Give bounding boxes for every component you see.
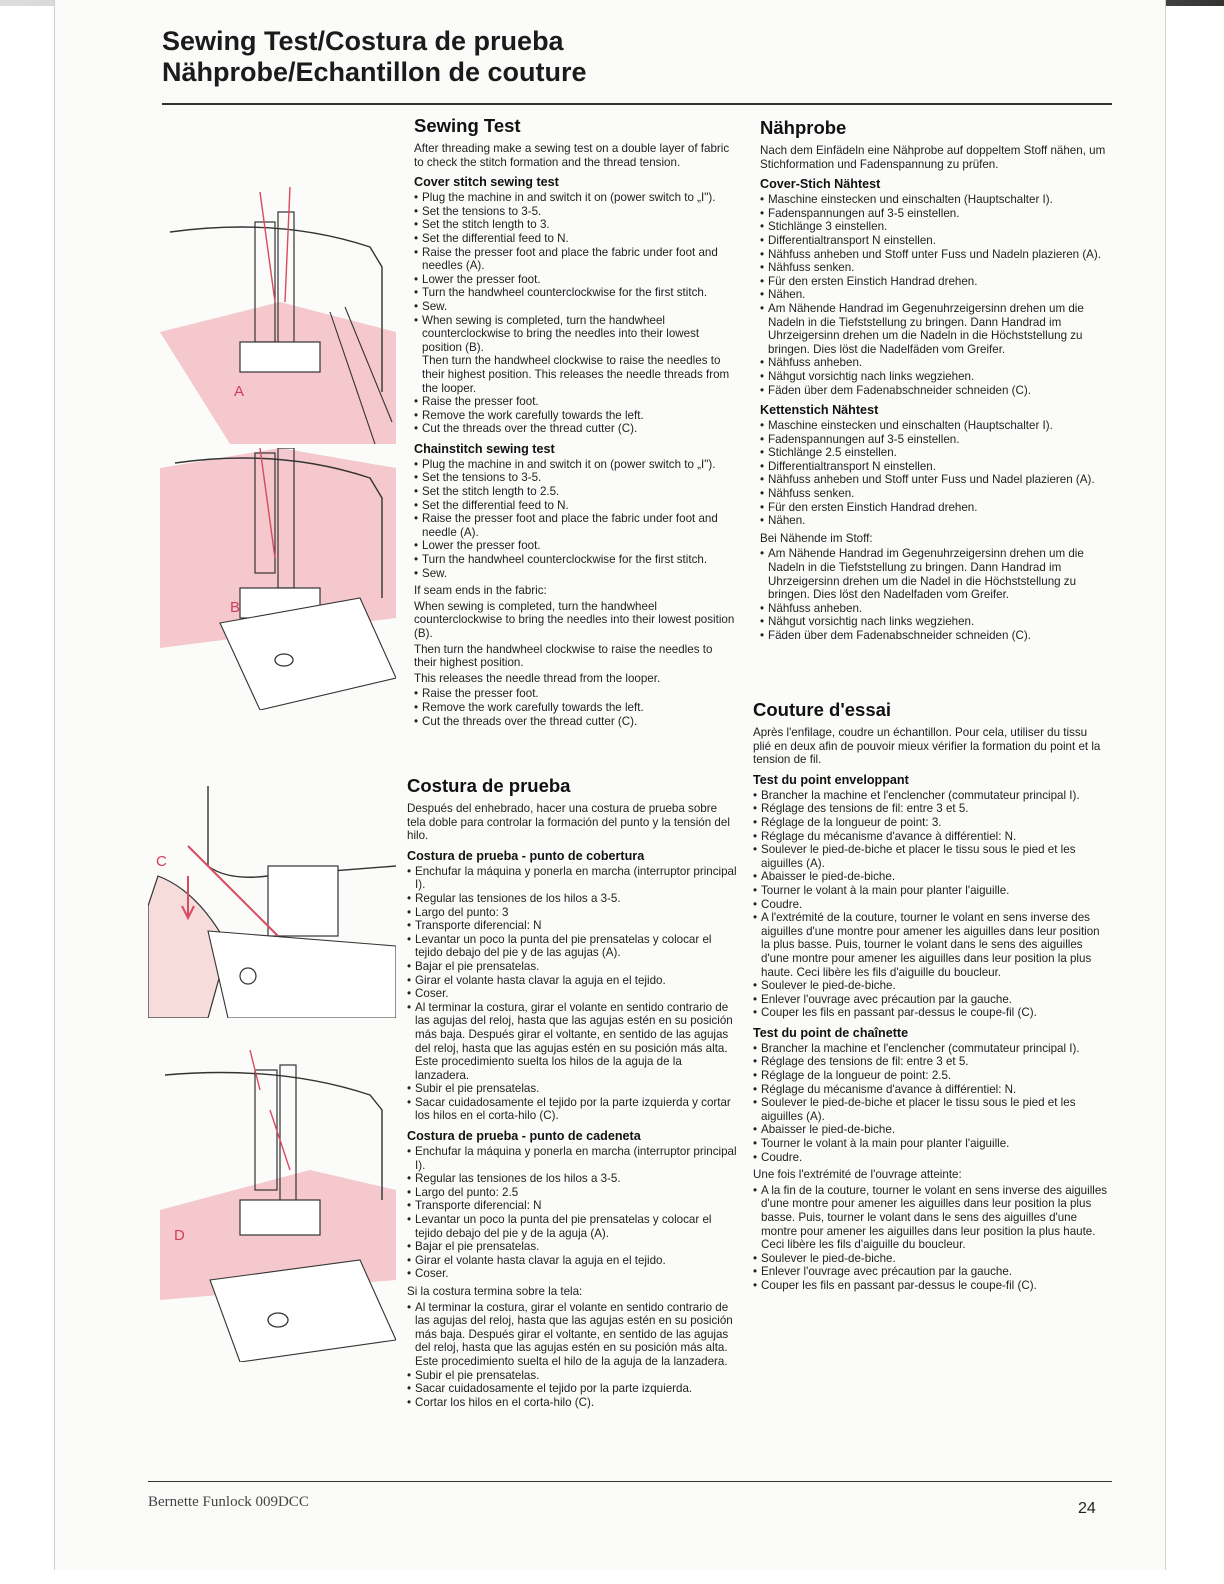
costura-cobertura-heading: Costura de prueba - punto de cobertura xyxy=(407,848,645,863)
list-item: • Soulever le pied-de-biche et placer le tissu sous le pied et les aiguilles (A). xyxy=(753,843,1108,870)
list-item: • Enchufar la máquina y ponerla en marcha (interruptor principal I). xyxy=(407,1145,737,1172)
point-enveloppant-steps xyxy=(753,789,1108,1020)
list-item: • Brancher la machine et l'enclencher (commutateur principal I). xyxy=(753,789,1108,803)
machine-outline-c xyxy=(208,786,396,877)
list-item: • Stichlänge 3 einstellen. xyxy=(760,220,1114,234)
section-sewing-test xyxy=(414,116,738,730)
list-item: • Bajar el pie prensatelas. xyxy=(407,960,737,974)
presser-foot-a xyxy=(240,342,320,372)
list-item: • A l'extrémité de la couture, tourner le volant en sens inverse des aiguilles d'une montre pour amener les aiguilles dans leur position la plus basse. Puis, tourner le volant dans le sens des aiguilles d'une montre pour amener les aiguilles dans leur position la plus haute. Ceci libère les fils d'aiguille du boucleur. xyxy=(753,911,1108,979)
list-item: • Réglage des tensions de fil: entre 3 et 5. xyxy=(753,802,1108,816)
list-item: • Réglage de la longueur de point: 2.5. xyxy=(753,1069,1108,1083)
list-item: • Soulever le pied-de-biche et placer le tissu sous le pied et les aiguilles (A). xyxy=(753,1096,1108,1123)
section-costura-de-prueba xyxy=(407,776,737,1411)
sewing-test-heading: Sewing Test xyxy=(414,115,521,136)
naehprobe-heading: Nähprobe xyxy=(760,117,847,138)
couture-heading: Couture d'essai xyxy=(753,699,892,720)
costura-cadeneta-final-steps xyxy=(407,1301,737,1410)
list-item: • Stichlänge 2.5 einstellen. xyxy=(760,446,1114,460)
list-item: • Für den ersten Einstich Handrad drehen. xyxy=(760,501,1114,515)
page-number: 24 xyxy=(1078,1500,1096,1517)
section-naehprobe xyxy=(760,118,1114,645)
list-item: • Subir el pie prensatelas. xyxy=(407,1082,737,1096)
chainstitch-heading: Chainstitch sewing test xyxy=(414,441,555,456)
list-item: • Set the differential feed to N. xyxy=(414,232,738,246)
list-item: • Fadenspannungen auf 3-5 einstellen. xyxy=(760,207,1114,221)
list-item: • Plug the machine in and switch it on (power switch to „I"). xyxy=(414,458,738,472)
chainstitch-steps xyxy=(414,458,738,580)
list-item: • Set the tensions to 3-5. xyxy=(414,205,738,219)
list-item: • Nähfuss senken. xyxy=(760,261,1114,275)
list-item: • Remove the work carefully towards the left. xyxy=(414,409,738,423)
cover-stitch-steps xyxy=(414,191,738,436)
list-item: • Subir el pie prensatelas. xyxy=(407,1369,737,1383)
list-item: • Coser. xyxy=(407,987,737,1001)
list-item: • Sew. xyxy=(414,567,738,581)
list-item: • Couper les fils en passant par-dessus le coupe-fil (C). xyxy=(753,1006,1108,1020)
list-item: • Enlever l'ouvrage avec précaution par la gauche. xyxy=(753,993,1108,1007)
costura-cadeneta-heading: Costura de prueba - punto de cadeneta xyxy=(407,1129,641,1144)
list-item: • Lower the presser foot. xyxy=(414,273,738,287)
list-item: • Largo del punto: 3 xyxy=(407,906,737,920)
list-item: • Nähfuss anheben. xyxy=(760,602,1114,616)
list-item: • Cut the threads over the thread cutter (C). xyxy=(414,715,738,729)
list-item: • Set the tensions to 3-5. xyxy=(414,471,738,485)
list-item: • Sew. xyxy=(414,300,738,314)
cover-stich-steps xyxy=(760,193,1114,397)
list-item: • A la fin de la couture, tourner le volant en sens inverse des aiguilles d'une montre pour amener les aiguilles dans leur position la plus basse. Puis, tourner le volant dans le sens des aiguilles d'une montre pour amener les aiguilles dans leur position la plus haute. Ceci libère les fils d'aiguille du boucleur. xyxy=(753,1184,1108,1252)
list-item: • Girar el volante hasta clavar la aguja en el tejido. xyxy=(407,974,737,988)
list-item: • Réglage des tensions de fil: entre 3 et 5. xyxy=(753,1055,1108,1069)
list-item: • Levantar un poco la punta del pie prensatelas y colocar el tejido debajo del pie y de la aguja (A). xyxy=(407,1213,737,1240)
list-item: • Turn the handwheel counterclockwise for the first stitch. xyxy=(414,553,738,567)
figure-b-illustration xyxy=(160,448,396,710)
list-item: • Enchufar la máquina y ponerla en marcha (interruptor principal I). xyxy=(407,865,737,892)
section-couture-dessai xyxy=(753,700,1108,1295)
figure-d-illustration xyxy=(160,1050,396,1362)
figure-c-illustration xyxy=(148,786,396,1018)
list-item: • Plug the machine in and switch it on (power switch to „I"). xyxy=(414,191,738,205)
naehprobe-intro: Nach dem Einfädeln eine Nähprobe auf doppeltem Stoff nähen, um Stichformation und Fadenspannung zu prüfen. xyxy=(760,144,1106,171)
cover-stich-heading: Cover-Stich Nähtest xyxy=(760,177,881,192)
list-item: • Réglage du mécanisme d'avance à différentiel: N. xyxy=(753,830,1108,844)
kettenstich-final-steps xyxy=(760,547,1114,642)
point-enveloppant-heading: Test du point enveloppant xyxy=(753,772,909,787)
manual-name: Bernette Funlock 009DCC xyxy=(148,1494,309,1510)
list-item: • Bajar el pie prensatelas. xyxy=(407,1240,737,1254)
presser-foot-c xyxy=(268,866,338,936)
figure-label-b: B xyxy=(230,599,241,616)
list-item: • Fäden über dem Fadenabschneider schneiden (C). xyxy=(760,384,1114,398)
list-item: • Soulever le pied-de-biche. xyxy=(753,979,1108,993)
list-item: • Girar el volante hasta clavar la aguja en el tejido. xyxy=(407,1254,737,1268)
list-item: • Transporte diferencial: N xyxy=(407,919,737,933)
kettenstich-steps xyxy=(760,419,1114,528)
list-item: • Couper les fils en passant par-dessus le coupe-fil (C). xyxy=(753,1279,1108,1293)
title-rule xyxy=(162,103,1112,105)
figure-label-c: C xyxy=(156,853,167,870)
list-item: • Remove the work carefully towards the left. xyxy=(414,701,738,715)
list-item: • Réglage de la longueur de point: 3. xyxy=(753,816,1108,830)
list-item: • Coudre. xyxy=(753,898,1108,912)
costura-heading: Costura de prueba xyxy=(407,775,571,796)
list-item: • Nähen. xyxy=(760,288,1114,302)
list-item: • Maschine einstecken und einschalten (Hauptschalter I). xyxy=(760,419,1114,433)
list-item: • When sewing is completed, turn the handwheel counterclockwise to bring the needles into their lowest position (B). Then turn the handwheel clockwise to raise the needles to their highest position. This releases the needle threads from the looper. xyxy=(414,314,738,396)
list-item: • Differentialtransport N einstellen. xyxy=(760,234,1114,248)
list-item: • Nähgut vorsichtig nach links wegziehen. xyxy=(760,370,1114,384)
sewing-test-intro: After threading make a sewing test on a double layer of fabric to check the stitch formation and the thread tension. xyxy=(414,142,730,169)
list-item: • Raise the presser foot and place the fabric under foot and needle (A). xyxy=(414,512,738,539)
list-item: • Fadenspannungen auf 3-5 einstellen. xyxy=(760,433,1114,447)
list-item: • Réglage du mécanisme d'avance à différentiel: N. xyxy=(753,1083,1108,1097)
seam-end-text-1: When sewing is completed, turn the handwheel counterclockwise to bring the needles into their lowest position (B). xyxy=(414,599,735,640)
list-item: • Brancher la machine et l'enclencher (commutateur principal I). xyxy=(753,1042,1108,1056)
needle-plate-c xyxy=(208,931,396,1018)
list-item: • Coudre. xyxy=(753,1151,1108,1165)
page-title-line-1: Sewing Test/Costura de prueba xyxy=(162,26,564,56)
list-item: • Abaisser le pied-de-biche. xyxy=(753,1123,1108,1137)
list-item: • Coser. xyxy=(407,1267,737,1281)
list-item: • Transporte diferencial: N xyxy=(407,1199,737,1213)
naehende-label: Bei Nähende im Stoff: xyxy=(760,531,873,545)
list-item: • Maschine einstecken und einschalten (Hauptschalter I). xyxy=(760,193,1114,207)
page-title xyxy=(162,26,587,88)
costura-intro: Después del enhebrado, hacer una costura de prueba sobre tela doble para controlar la formación del punto y la tensión del hilo. xyxy=(407,802,730,843)
costura-cobertura-steps xyxy=(407,865,737,1123)
list-item: • Raise the presser foot. xyxy=(414,395,738,409)
couture-intro: Après l'enfilage, coudre un échantillon. Pour cela, utiliser du tissu plié en deux afin de pouvoir mieux vérifier la formation du point et la tension de fil. xyxy=(753,726,1101,767)
list-item: • Nähfuss anheben. xyxy=(760,356,1114,370)
figure-a-illustration xyxy=(160,182,396,444)
list-item: • Regular las tensiones de los hilos a 3-5. xyxy=(407,892,737,906)
seam-end-label: If seam ends in the fabric: xyxy=(414,584,547,598)
presser-foot-d xyxy=(240,1200,320,1235)
seam-end-text-3: This releases the needle thread from the looper. xyxy=(414,671,661,685)
list-item: • Tourner le volant à la main pour planter l'aiguille. xyxy=(753,884,1108,898)
list-item: • Fäden über dem Fadenabschneider schneiden (C). xyxy=(760,629,1114,643)
figure-label-a: A xyxy=(234,383,245,400)
list-item: • Abaisser le pied-de-biche. xyxy=(753,870,1108,884)
list-item: • Nähfuss senken. xyxy=(760,487,1114,501)
costura-cadeneta-steps xyxy=(407,1145,737,1281)
cover-stitch-continuation: Then turn the handwheel clockwise to raise the needles to their highest position. This releases the needle threads from the looper. xyxy=(422,354,730,395)
list-item: • Enlever l'ouvrage avec précaution par la gauche. xyxy=(753,1265,1108,1279)
point-chainette-heading: Test du point de chaînette xyxy=(753,1025,909,1040)
list-item: • Lower the presser foot. xyxy=(414,539,738,553)
extremite-label: Une fois l'extrémité de l'ouvrage atteinte: xyxy=(753,1168,962,1182)
list-item: • Raise the presser foot. xyxy=(414,687,738,701)
list-item: • Differentialtransport N einstellen. xyxy=(760,460,1114,474)
list-item: • Nähfuss anheben und Stoff unter Fuss und Nadel plazieren (A). xyxy=(760,473,1114,487)
list-item: • Tourner le volant à la main pour planter l'aiguille. xyxy=(753,1137,1108,1151)
list-item: • Set the stitch length to 3. xyxy=(414,218,738,232)
chainstitch-final-steps xyxy=(414,687,738,728)
costura-seam-end-label: Si la costura termina sobre la tela: xyxy=(407,1285,583,1298)
list-item: • Levantar un poco la punta del pie prensatelas y colocar el tejido debajo del pie y de las agujas (A). xyxy=(407,933,737,960)
list-item: • Soulever le pied-de-biche. xyxy=(753,1252,1108,1266)
figure-label-d: D xyxy=(174,1227,185,1244)
list-item: • Set the differential feed to N. xyxy=(414,499,738,513)
list-item: • Am Nähende Handrad im Gegenuhrzeigersinn drehen um die Nadeln in die Tiefststellung zu bringen. Dann Handrad im Uhrzeigersinn drehen um die Nadel in die Höchststellung zu bringen. Dies löst den Nadelfaden vom Greifer. xyxy=(760,547,1114,601)
thread-d xyxy=(250,1050,290,1170)
list-item: • Nähgut vorsichtig nach links wegziehen. xyxy=(760,615,1114,629)
footer-rule xyxy=(148,1481,1112,1482)
list-item: • Al terminar la costura, girar el volante en sentido contrario de las agujas del reloj, hasta que las agujas estén en su posición más baja. Después girar el voltante, en sentido de las agujas del reloj, hasta que las agujas estén en su posición más alta. Este procedimiento suelta el hilo de la aguja de la lanzadera. xyxy=(407,1301,737,1369)
list-item: • Set the stitch length to 2.5. xyxy=(414,485,738,499)
list-item: • Raise the presser foot and place the fabric under foot and needles (A). xyxy=(414,246,738,273)
list-item: • Largo del punto: 2.5 xyxy=(407,1186,737,1200)
list-item: • Al terminar la costura, girar el volante en sentido contrario de las agujas del reloj, hasta que las agujas estén en su posición más baja. Después girar el voltante, en sentido de las agujas del reloj, hasta que las agujas estén en su posición más alta. Este procedimiento suelta los hilos de la aguja de la lanzadera. xyxy=(407,1001,737,1083)
seam-end-text-2: Then turn the handwheel clockwise to raise the needles to their highest position. xyxy=(414,642,713,670)
list-item: • Cortar los hilos en el corta-hilo (C). xyxy=(407,1396,737,1410)
point-chainette-final-steps xyxy=(753,1184,1108,1293)
kettenstich-heading: Kettenstich Nähtest xyxy=(760,403,879,418)
list-item: • Für den ersten Einstich Handrad drehen. xyxy=(760,275,1114,289)
list-item: • Cut the threads over the thread cutter (C). xyxy=(414,422,738,436)
point-chainette-steps xyxy=(753,1042,1108,1164)
list-item: • Turn the handwheel counterclockwise for the first stitch. xyxy=(414,286,738,300)
list-item: • Nähen. xyxy=(760,514,1114,528)
list-item: • Nähfuss anheben und Stoff unter Fuss und Nadeln plazieren (A). xyxy=(760,248,1114,262)
cover-stitch-heading: Cover stitch sewing test xyxy=(414,175,559,190)
list-item: • Am Nähende Handrad im Gegenuhrzeigersinn drehen um die Nadeln in die Tiefststellung zu bringen. Dann Handrad im Uhrzeigersinn drehen um die Nadeln in die Höchststellung zu bringen. Dies löst die Nadelfäden vom Greifer. xyxy=(760,302,1114,356)
list-item: • Sacar cuidadosamente el tejido por la parte izquierda y cortar los hilos en el corta-hilo (C). xyxy=(407,1096,737,1123)
page-title-line-2: Nähprobe/Echantillon de couture xyxy=(162,57,587,87)
list-item: • Sacar cuidadosamente el tejido por la parte izquierda. xyxy=(407,1382,737,1396)
list-item: • Regular las tensiones de los hilos a 3-5. xyxy=(407,1172,737,1186)
